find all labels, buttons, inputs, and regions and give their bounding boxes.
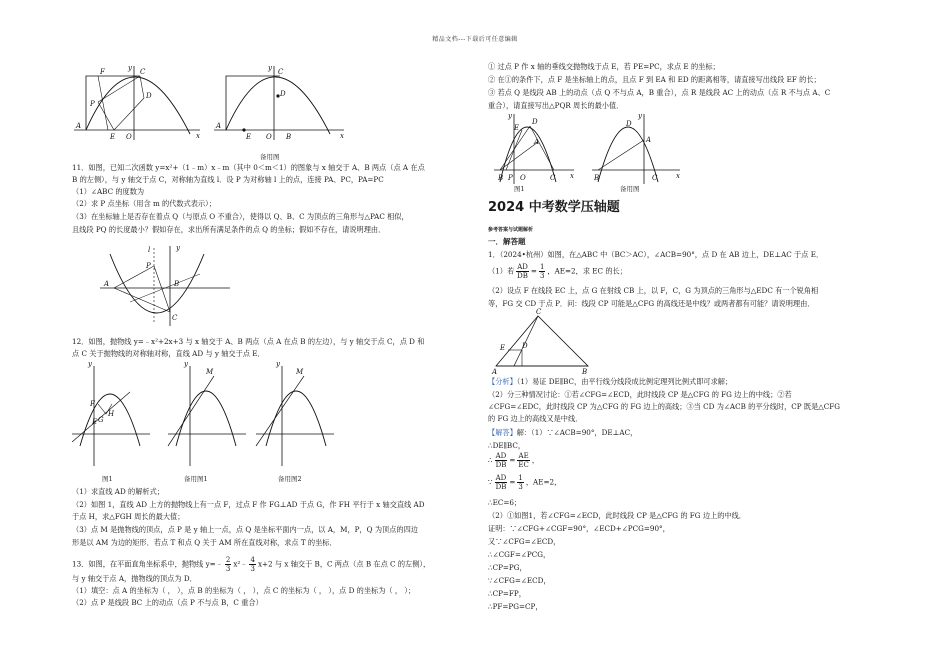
document-subtitle: 参考答案与试题解析 [488, 227, 534, 233]
svg-text:C: C [550, 174, 556, 182]
answer-line: ∴CP=FP， [488, 589, 526, 598]
answer-tag: 【解答】 [488, 428, 517, 437]
svg-text:B: B [594, 174, 600, 182]
fraction [517, 474, 523, 491]
q12-line: 12．如图，抛物线 y=﹣x²+2x+3 与 x 轴交于 A、B 两点（点 A 在点 B 的左边），与 y 轴交于点 C，点 D 和 [72, 337, 425, 346]
answer-line: ∵ $\frac{AD}{DB}$ = $\frac{1}{3}$ ，AE=2， [488, 474, 562, 491]
svg-text:O: O [126, 133, 132, 141]
fraction-denominator: DB [517, 272, 528, 280]
svg-text:H: H [108, 410, 115, 418]
svg-text:P: P [146, 262, 151, 270]
svg-text:l: l [148, 246, 151, 254]
q1-text: ，AE=2，求 EC 的长； [547, 266, 627, 276]
point-label: B [582, 368, 588, 376]
answer-line: ∴PF=PG=CP， [488, 602, 543, 611]
q-continued-line: 重合），请直接写出△PQR 周长的最小值． [488, 101, 624, 110]
fraction-numerator: 1 [539, 263, 545, 271]
svg-text:x: x [570, 172, 574, 180]
svg-text:G: G [98, 416, 104, 424]
answer-line: （2）①如图1，若∠CFG=∠ECD，此时线段 CP 是△CFG 的 FG 边上的中线． [488, 511, 746, 520]
svg-text:B: B [174, 280, 180, 288]
q12-part-line: （3）点 M 是抛物线的顶点，点 P 是 y 轴上一点，点 Q 是坐标平面内一点，以 A，M，P，Q 为顶点的四边 [72, 525, 418, 534]
analysis-line: （2）分三种情况讨论：①若∠CFG=∠ECD，此时线段 CP 是△CFG 的 FG 边上的中线；②若 [488, 390, 792, 399]
page-header: 精品文档---下载后可任意编辑 [432, 36, 518, 43]
q13-line: （2）点 P 是线段 BC 上的动点（点 P 不与点 B，C 重合） [72, 598, 263, 607]
answer-line: 又∵∠CFG=∠ECD， [488, 537, 561, 546]
svg-text:y: y [508, 112, 512, 120]
analysis-text: （1）易证 DE∥BC，由平行线分线段成比例定理列比例式即可求解； [516, 377, 733, 386]
fraction-denominator: 3 [539, 272, 545, 280]
answer-line: ∴ $\frac{AD}{DB}$ = $\frac{AE}{EC}$ ， [488, 452, 540, 469]
q13-line: （1）填空：点 A 的坐标为（ ， ），点 B 的坐标为（ ， ），点 C 的坐标为（ ， ），点 D 的坐标为（ ， ）； [72, 586, 416, 595]
figure-caption: 备用图 [620, 185, 640, 193]
svg-text:A: A [76, 122, 82, 130]
answer-line: ∴CP=PG， [488, 563, 527, 572]
q1-text: （1）若 [488, 266, 515, 276]
q13-text: x+2 与 x 轴交于 B，C 两点（点 B 在点 C 的左侧）， [257, 559, 431, 569]
svg-text:A: A [216, 122, 222, 130]
figure-caption: 备用图 [260, 153, 280, 161]
answer-line: 证明：∵∠CFG+∠CGF=90°，∠ECD+∠PCG=90°， [488, 524, 670, 533]
answer-text: ∴ [488, 455, 493, 465]
q11-line: B 的左侧），与 y 轴交于点 C，对称轴为直线 l．设 P 为对称轴 l 上的点，连接 PA、PC，PA=PC [72, 175, 384, 184]
q13-figure-1 [494, 112, 578, 186]
fraction-numerator: 1 [518, 474, 523, 482]
fraction-denominator: 3 [518, 483, 523, 491]
svg-text:y: y [184, 360, 188, 368]
answer-line [488, 428, 637, 438]
q11-line: （2）求 P 点坐标（用含 m 的代数式表示）； [72, 199, 216, 208]
svg-text:C: C [172, 314, 178, 322]
q12-part-line: （1）求直线 AD 的解析式； [72, 487, 164, 496]
svg-text:y: y [176, 244, 180, 252]
point-label: C [536, 308, 542, 316]
svg-text:B: B [498, 174, 504, 182]
q13-figure-2 [592, 112, 684, 186]
svg-text:E: E [92, 418, 98, 426]
fraction [495, 452, 508, 469]
figure-caption: 备用图1 [184, 475, 208, 483]
q1-line: 等，FG 交 CD 于点 P．问：线段 CP 可能是△CFG 的高线还是中线？或两者都有可能？请说明理由． [488, 299, 815, 308]
q-continued-line: ③ 若点 Q 是线段 AB 上的动点（点 Q 不与点 A，B 重合），点 R 是线段 AC 上的动点（点 R 不与点 A、C [488, 88, 831, 97]
q13-line: 与 y 轴交于点 A，抛物线的顶点为 D． [72, 574, 197, 583]
svg-text:x: x [676, 172, 680, 180]
q1-triangle-figure [492, 310, 592, 374]
q12-part-line: 形是以 AM 为边的矩形．若点 T 和点 Q 关于 AM 所在直线对称，求点 T 的坐标． [72, 538, 337, 547]
document-title: 2024 中考数学压轴题 [488, 200, 620, 215]
q10-figure-right [212, 62, 352, 152]
q10-figure-left [72, 62, 202, 142]
fraction-numerator: AE [518, 452, 529, 460]
svg-text:O: O [266, 133, 272, 141]
q13-text: x²﹣ [233, 559, 248, 569]
svg-text:P: P [508, 174, 513, 182]
fraction-denominator: EC [518, 461, 529, 469]
answer-text: ∵ [488, 477, 493, 487]
fraction [516, 263, 529, 280]
fraction [495, 474, 508, 491]
fraction-numerator: AD [517, 263, 528, 271]
figure-caption: 备用图2 [278, 475, 302, 483]
fraction [225, 556, 231, 573]
svg-text:y: y [276, 360, 280, 368]
section-heading: 一．解答题 [488, 237, 526, 246]
svg-text:D: D [626, 120, 632, 128]
svg-text:F: F [90, 400, 95, 408]
svg-text:E: E [246, 133, 252, 141]
figure-caption: 图1 [514, 185, 525, 193]
svg-text:A: A [534, 138, 540, 146]
answer-text: ， [531, 455, 540, 465]
q12-figure-3 [256, 362, 336, 470]
q11-line: （1）∠ABC 的度数为 [72, 187, 145, 196]
q-continued-line: ① 过点 P 作 x 轴的垂线交抛物线于点 E，若 PE=PC，求点 E 的坐标； [488, 62, 720, 71]
fraction-denominator: DB [495, 461, 507, 469]
q12-part-line: 于点 H，求△FGH 周长的最大值； [72, 512, 185, 521]
analysis-tag: 【分析】 [488, 377, 517, 386]
q11-line: 且线段 PQ 的长度最小？假如存在，求出所有满足条件的点 Q 的坐标；假如不存在，请说明理由． [72, 225, 386, 234]
q12-part-line: （2）如图 1，直线 AD 上方的抛物线上有一点 F，过点 F 作 FG⊥AD 于点 G，作 FH 平行于 x 轴交直线 AD [72, 500, 425, 509]
answer-text: 解：（1）∵∠ACB=90°，DE⊥AC， [516, 428, 638, 437]
svg-text:D: D [146, 92, 152, 100]
q-continued-line: ② 在①的条件下，点 F 是坐标轴上的点，且点 F 到 EA 和 ED 的距离相等，请直接写出线段 EF 的长； [488, 75, 821, 84]
svg-text:M: M [296, 368, 304, 376]
q1-line: （2）设点 F 在线段 EC 上，点 G 在射线 CB 上，以 F，C，G 为顶点的三角形与△EDC 有一个锐角相 [488, 286, 819, 295]
q12-line: 点 C 关于抛物线的对称轴对称，直线 AD 与 y 轴交于点 E． [72, 349, 265, 358]
answer-line: ∴∠CGF=∠PCG， [488, 550, 551, 559]
q11-figure [100, 244, 230, 326]
svg-text:F: F [100, 68, 105, 76]
svg-text:E: E [514, 124, 520, 132]
fraction-numerator: AD [495, 474, 507, 482]
q1-line: （1）若 $\frac{AD}{DB}$ = $\frac{1}{3}$ ，AE=2，求 EC 的长； [488, 263, 627, 280]
svg-text:y: y [128, 64, 132, 72]
point-label: D [522, 342, 528, 350]
q13-line [72, 556, 430, 573]
svg-text:y: y [88, 360, 92, 368]
fraction-numerator: 2 [225, 556, 231, 564]
q1-line: 1．（2024•杭州）如图，在△ABC 中（BC＞AC），∠ACB=90°，点 D 在 AB 边上，DE⊥AC 于点 E． [488, 250, 824, 259]
fraction-denominator: DB [495, 483, 507, 491]
q11-line: （3）在坐标轴上是否存在着点 Q（与原点 O 不重合），使得以 Q、B、C 为顶点的三角形与△PAC 相似， [72, 212, 409, 221]
svg-text:C: C [140, 68, 146, 76]
fraction-numerator: 4 [250, 556, 255, 564]
fraction [249, 556, 255, 573]
svg-text:E: E [110, 133, 116, 141]
svg-text:x: x [196, 132, 200, 140]
svg-text:y: y [638, 112, 642, 120]
q12-figure-2 [168, 362, 248, 470]
svg-text:D: D [532, 118, 538, 126]
analysis-line: 的 FG 边上的高线又是中线． [488, 414, 583, 423]
svg-text:A: A [646, 136, 652, 144]
figure-caption: 图1 [102, 475, 113, 483]
fraction-denominator: 3 [225, 565, 231, 573]
answer-text: ，AE=2， [525, 477, 562, 487]
analysis-line [488, 377, 732, 387]
fraction-denominator: 3 [250, 565, 255, 573]
svg-text:A: A [104, 280, 110, 288]
answer-line: ∴EC=6； [488, 498, 522, 507]
svg-text:C: C [652, 174, 658, 182]
svg-text:O: O [520, 174, 526, 182]
svg-text:M: M [206, 368, 214, 376]
svg-text:D: D [280, 90, 286, 98]
svg-text:B: B [286, 133, 292, 141]
point-label: E [500, 344, 506, 352]
fraction [517, 452, 529, 469]
q11-line: 11．如图，已知二次函数 y=x²+（1﹣m）x﹣m（其中 0＜m＜1）的图象与 x 轴交于 A、B 两点（点 A 在点 [72, 163, 425, 172]
svg-text:P: P [90, 100, 95, 108]
svg-text:x: x [340, 132, 344, 140]
svg-text:y: y [268, 64, 272, 72]
fraction [539, 263, 545, 280]
svg-text:C: C [278, 68, 284, 76]
analysis-line: ∠CFG=∠EDC，此时线段 CP 为△CFG 的 FG 边上的高线；③当 CD 为∠ACB 的平分线时，CP 既是△CFG [488, 402, 841, 411]
answer-line: ∴DE∥BC， [488, 441, 526, 450]
q13-text: 13．如图，在平面直角坐标系中，抛物线 y=﹣ [72, 559, 223, 569]
q12-figure-1 [72, 362, 152, 470]
fraction-numerator: AD [495, 452, 507, 460]
point-label: A [492, 368, 498, 376]
answer-line: ∵∠CFG=∠ECD， [488, 576, 551, 585]
